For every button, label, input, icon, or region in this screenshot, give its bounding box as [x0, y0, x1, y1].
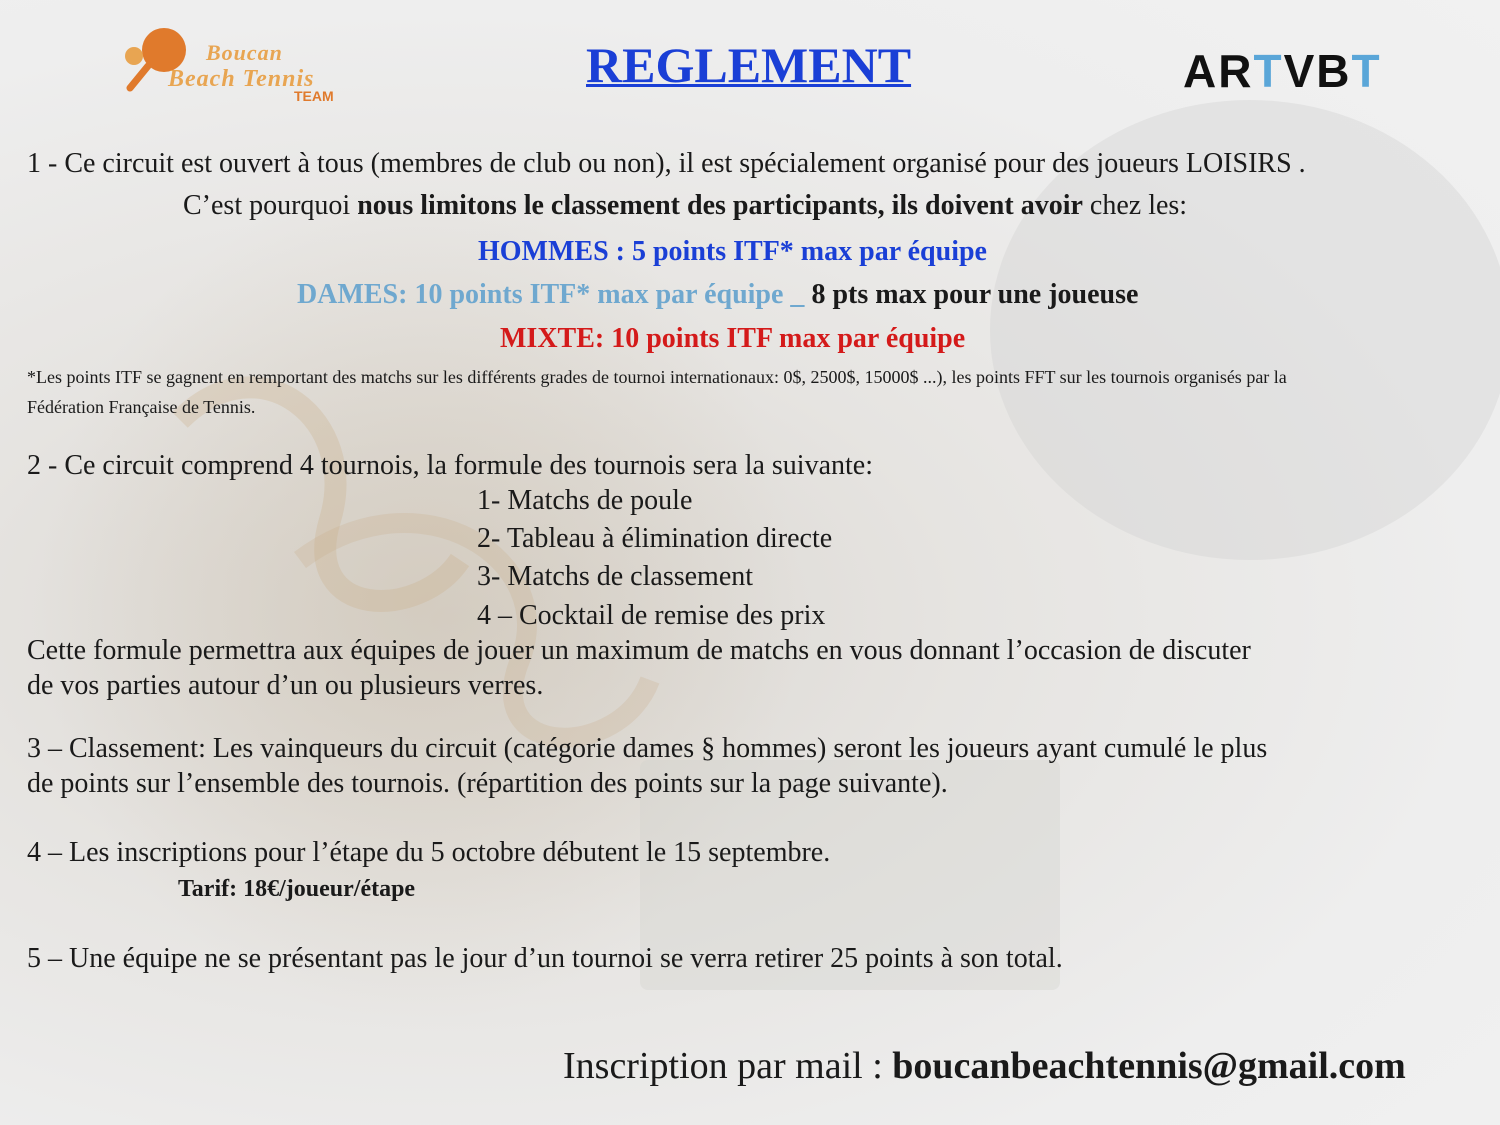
rule5-line1: 5 – Une équipe ne se présentant pas le jour d’un tournoi se verra retirer 25 points à son total.: [27, 943, 1063, 974]
rule1-line1: 1 - Ce circuit est ouvert à tous (membres de club ou non), il est spécialement organisé pour des joueurs LOISIRS .: [27, 148, 1306, 179]
logo-text-line3: TEAM: [294, 88, 334, 104]
rule2-outro-line1: Cette formule permettra aux équipes de jouer un maximum de matchs en vous donnant l’occasion de discuter: [27, 635, 1251, 666]
rule2-item: 2- Tableau à élimination directe: [477, 523, 833, 554]
boucan-beach-tennis-logo: [118, 22, 348, 112]
rule1-hommes-limit: HOMMES : 5 points ITF* max par équipe: [478, 236, 987, 267]
rule1-note-line1: *Les points ITF se gagnent en remportant des matchs sur les différents grades de tournoi internationaux: 0$, 2500$, 15000$ ...), les points FFT sur les tournois organisés par la: [27, 367, 1287, 387]
rule1-mixte-limit: MIXTE: 10 points ITF max par équipe: [500, 323, 966, 354]
logo-text-line1: Boucan: [206, 40, 283, 65]
rule1-dames-limit: DAMES: 10 points ITF* max par équipe _ 8 pts max pour une joueuse: [297, 279, 1139, 310]
rule4-line1: 4 – Les inscriptions pour l’étape du 5 octobre débutent le 15 septembre.: [27, 837, 831, 868]
footer-contact: [563, 1044, 1406, 1088]
footer-email[interactable]: boucanbeachtennis@gmail.com: [892, 1045, 1406, 1087]
rule2-item: 4 – Cocktail de remise des prix: [477, 600, 826, 631]
artvbt-logo: ARTVBT: [1183, 45, 1382, 97]
page-title: REGLEMENT: [586, 37, 912, 93]
rule1-line2: C’est pourquoi nous limitons le classement des participants, ils doivent avoir chez les:: [183, 190, 1188, 221]
rule1-note-line2: Fédération Française de Tennis.: [27, 397, 256, 417]
rule4-tarif: Tarif: 18€/joueur/étape: [178, 876, 416, 902]
rule2-item: 1- Matchs de poule: [477, 485, 693, 516]
rule3-line2: de points sur l’ensemble des tournois. (répartition des points sur la page suivante).: [27, 768, 948, 799]
rule2-intro: 2 - Ce circuit comprend 4 tournois, la formule des tournois sera la suivante:: [27, 450, 874, 481]
footer-label: Inscription par mail :: [563, 1045, 893, 1087]
rule2-outro-line2: de vos parties autour d’un ou plusieurs verres.: [27, 670, 544, 701]
logo-text-line2: Beach Tennis: [168, 66, 315, 92]
rule2-item: 3- Matchs de classement: [477, 561, 754, 592]
rule3-line1: 3 – Classement: Les vainqueurs du circuit (catégorie dames § hommes) seront les joueurs ayant cumulé le plus: [27, 733, 1268, 764]
